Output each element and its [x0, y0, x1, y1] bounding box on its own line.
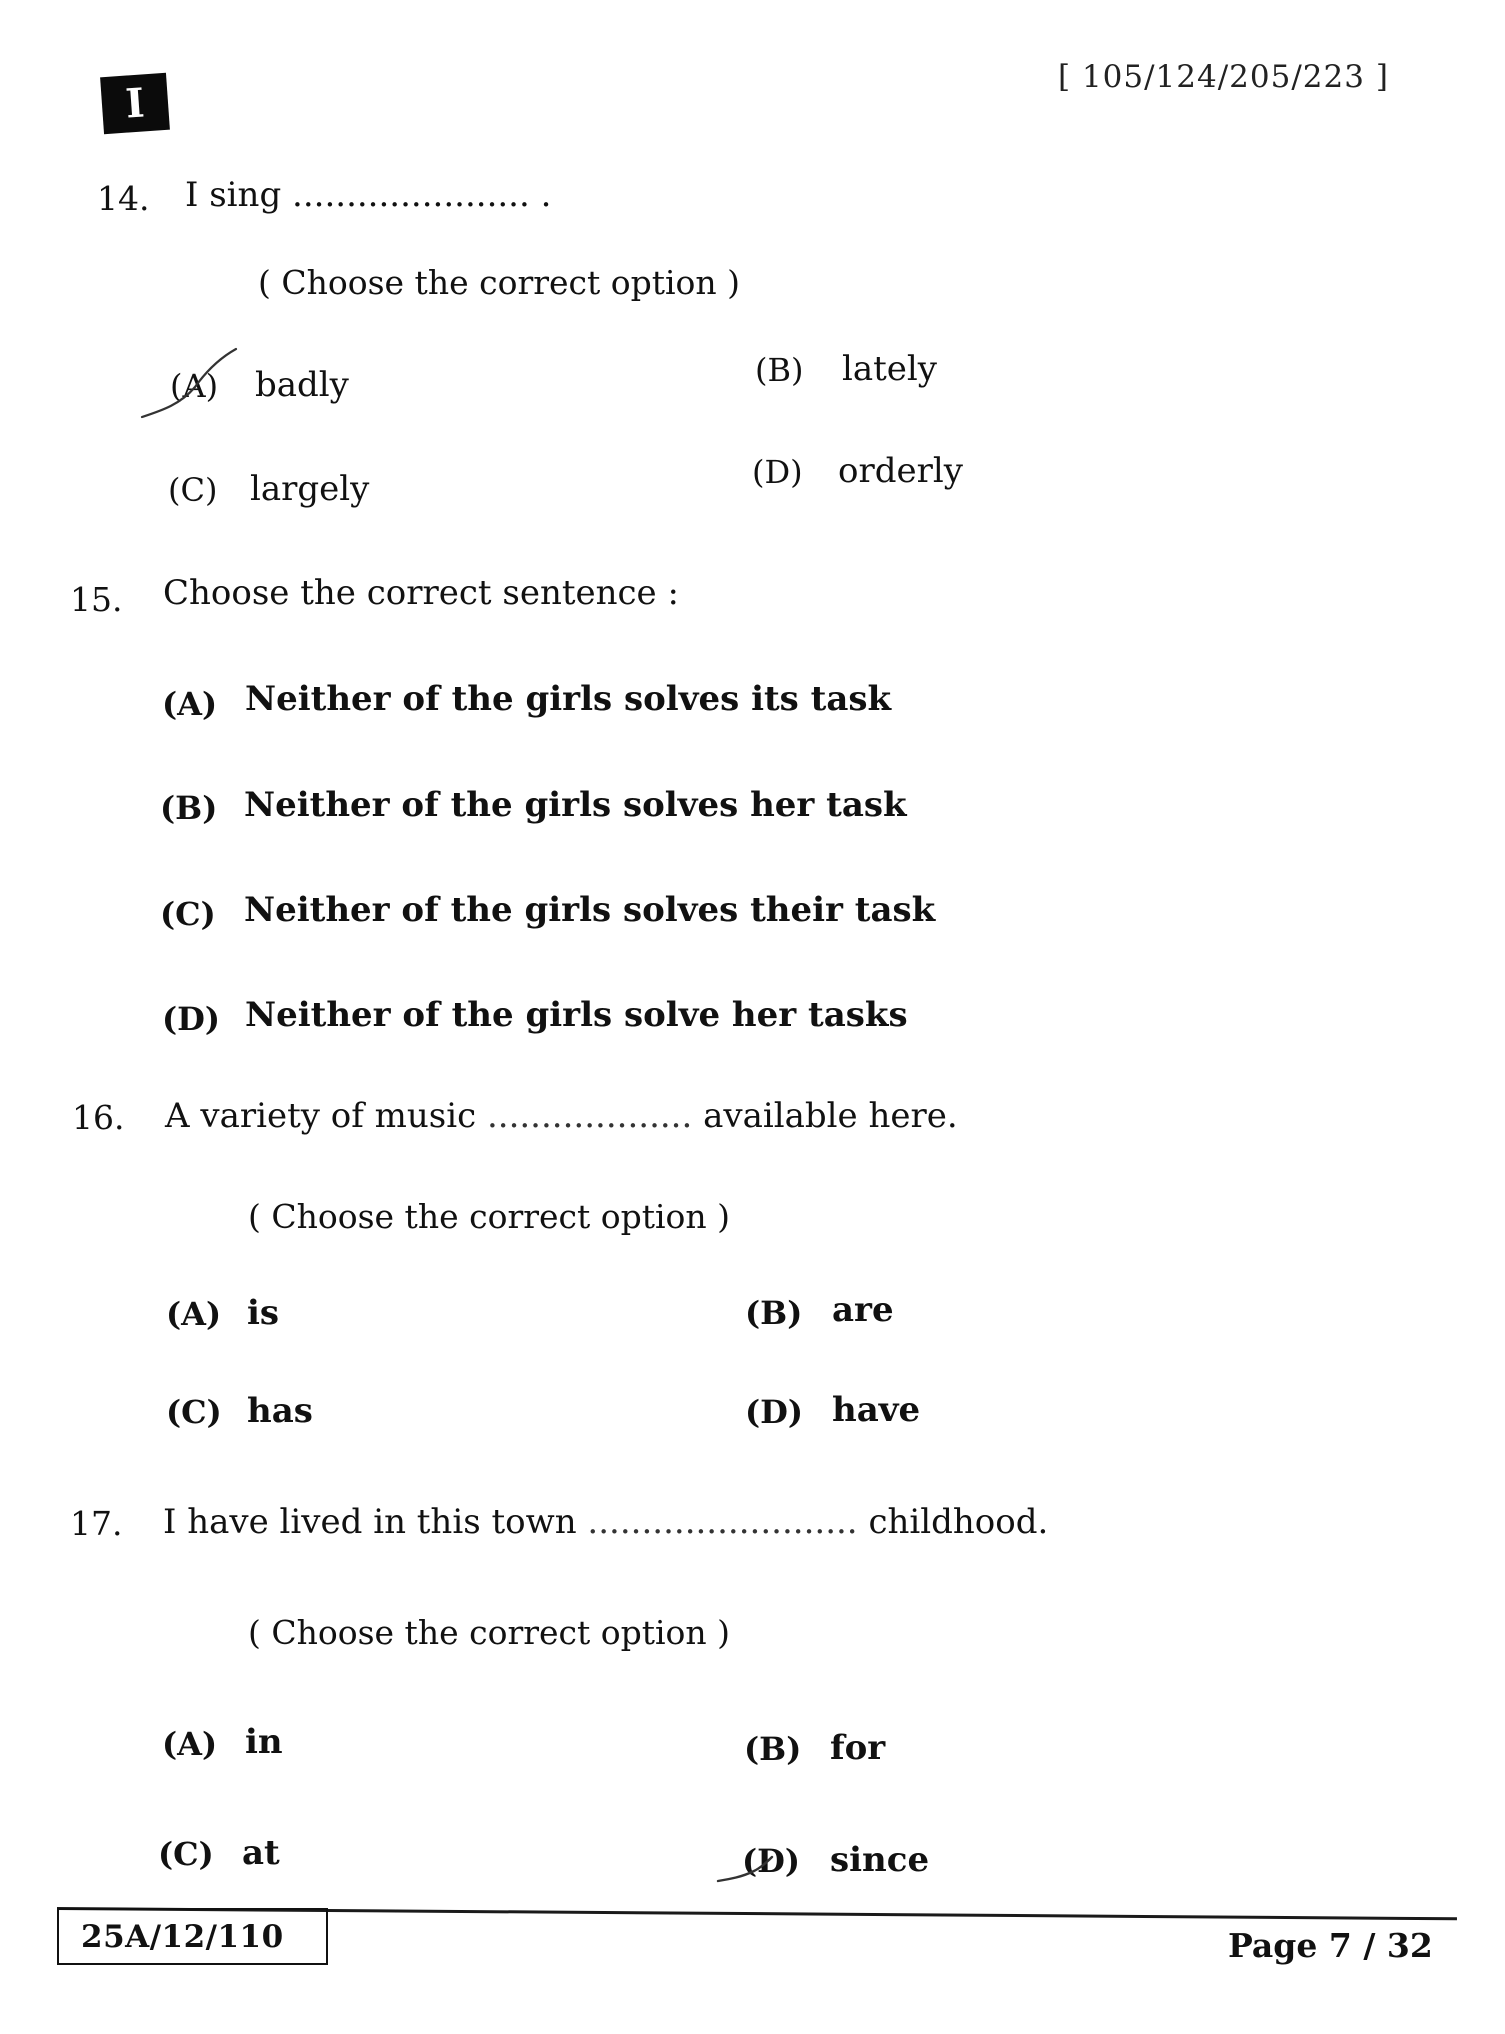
option-label: (A) [162, 1725, 218, 1763]
option-text: at [242, 1833, 280, 1873]
option-label: (C) [160, 895, 216, 933]
question-instruction: ( Choose the correct option ) [258, 263, 741, 302]
option-text: Neither of the girls solve her tasks [245, 995, 908, 1035]
page-number: Page 7 / 32 [1228, 1926, 1433, 1965]
option-label: (B) [755, 351, 804, 389]
option-label: (A) [162, 685, 218, 723]
option-label: (B) [744, 1730, 802, 1768]
option-text: have [832, 1390, 921, 1430]
booklet-code: 25A/12/110 [81, 1918, 284, 1955]
question-text [165, 1096, 958, 1136]
question-number: 16. [72, 1098, 125, 1137]
option-label: (D) [752, 453, 803, 491]
option-label: (D) [162, 1000, 221, 1038]
option-label: (C) [168, 471, 218, 509]
option-text: orderly [838, 451, 963, 491]
option-text: largely [250, 469, 370, 509]
question-text-before: I have lived in this town [163, 1502, 577, 1542]
question-text-after: available here. [703, 1096, 958, 1136]
option-label: (B) [160, 789, 218, 827]
question-text [163, 1502, 1049, 1542]
option-text: is [247, 1293, 280, 1333]
answer-blank: ................... [486, 1096, 693, 1136]
option-text: Neither of the girls solves its task [245, 679, 892, 719]
option-text: in [245, 1722, 283, 1762]
option-text: since [830, 1840, 930, 1880]
option-label: (D) [745, 1393, 804, 1431]
question-instruction: ( Choose the correct option ) [248, 1613, 731, 1652]
question-number: 17. [70, 1504, 123, 1543]
option-text: Neither of the girls solves their task [244, 890, 936, 930]
option-text: for [830, 1728, 886, 1768]
question-text: Choose the correct sentence : [163, 573, 679, 613]
option-text: Neither of the girls solves her task [244, 785, 907, 825]
question-number: 15. [70, 580, 123, 619]
question-number: 14. [97, 179, 150, 218]
set-badge [100, 73, 170, 134]
set-badge-letter: I [124, 79, 146, 128]
question-text-after: childhood. [868, 1502, 1049, 1542]
booklet-code-box [57, 1908, 328, 1965]
option-text: has [247, 1391, 313, 1431]
option-label: (A) [166, 1295, 222, 1333]
option-label: (B) [745, 1294, 803, 1332]
option-label: (D) [742, 1842, 801, 1880]
option-text: lately [842, 349, 938, 389]
paper-codes: [ 105/124/205/223 ] [1058, 59, 1389, 95]
option-text: badly [255, 365, 349, 405]
question-text: I sing ...................... . [185, 175, 552, 215]
question-text-before: A variety of music [165, 1096, 477, 1136]
option-label: (A) [170, 367, 219, 405]
option-label: (C) [158, 1835, 214, 1873]
option-label: (C) [166, 1393, 222, 1431]
answer-blank: ......................... [587, 1502, 858, 1542]
question-instruction: ( Choose the correct option ) [248, 1197, 731, 1236]
option-text: are [832, 1290, 894, 1330]
